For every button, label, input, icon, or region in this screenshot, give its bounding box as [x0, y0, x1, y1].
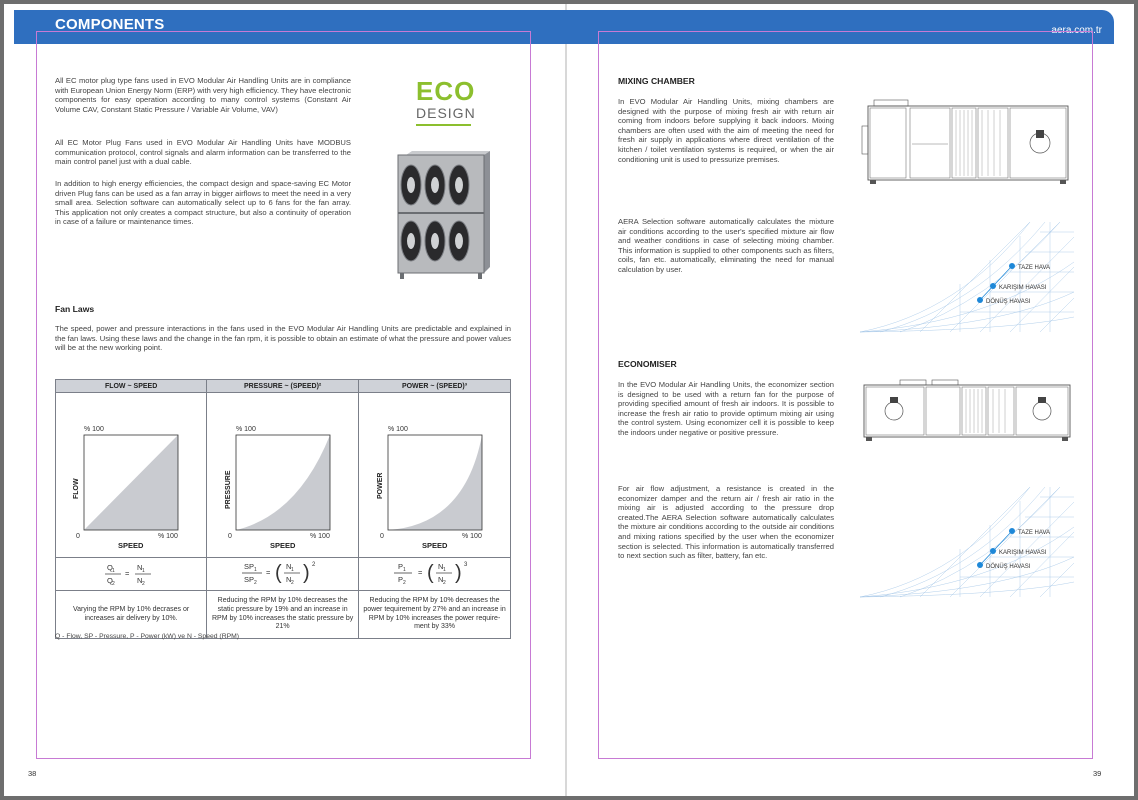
svg-text:): ) [454, 562, 462, 584]
svg-text:P: P [397, 562, 403, 571]
flow-description: Varying the RPM by 10% decrases or increases air delivery by 10%. [56, 591, 207, 639]
col-header-pressure: PRESSURE ~ (SPEED)² [207, 380, 359, 393]
pressure-zero: 0 [227, 533, 232, 540]
pressure-graph [208, 395, 358, 555]
mixing-psychrometric-chart [860, 222, 1074, 334]
svg-text:1: 1 [402, 567, 406, 573]
flow-y-top: % 100 [84, 426, 104, 433]
flow-formula-cell [56, 558, 207, 591]
economiser-psychrometric-chart [860, 487, 1074, 599]
flow-graph-cell [56, 393, 207, 558]
fan-laws-paragraph: The speed, power and pressure interactions in the fans used in the EVO Modular Air Handling Units are predictable and explained in the fan laws. Using these laws and the change in the fan rpm, it is possible to obtain an estimate of what the pressure and power values will be at the new working point. [55, 324, 511, 353]
fan-laws-footnote: Q - Flow, SP - Pressure, P - Power (kW) ve N - Speed (RPM) [55, 633, 240, 640]
eco-logo-underline [416, 124, 471, 126]
power-description: Reducing the RPM by 10% decreases the power tequirement by 27% and an increase in RPM by 10% increases the power require-ment by 33% [359, 591, 511, 639]
svg-text:(: ( [274, 562, 282, 584]
mixing-chamber-heading: MIXING CHAMBER [618, 76, 695, 86]
pressure-description: Reducing the RPM by 10% decreases the static pressure by 19% and an increase in RPM by 10% increases the static pressure by 21% [207, 591, 359, 639]
svg-text:N: N [137, 576, 143, 585]
design-logo-text: DESIGN [416, 105, 476, 121]
svg-text:SP: SP [243, 562, 254, 571]
pressure-graph-cell [207, 393, 359, 558]
pressure-y-top: % 100 [235, 426, 256, 433]
svg-text:N: N [437, 575, 443, 584]
fan-laws-heading: Fan Laws [55, 304, 95, 314]
svg-text:DÖNÜŞ HAVASI: DÖNÜŞ HAVASI [986, 299, 1031, 305]
pressure-x-label: SPEED [269, 541, 296, 550]
page-title: COMPONENTS [55, 16, 165, 33]
svg-text:Q: Q [107, 563, 113, 572]
svg-text:Q: Q [107, 576, 113, 585]
svg-text:2: 2 [442, 580, 446, 586]
svg-text:TAZE HAVA: TAZE HAVA [1018, 265, 1051, 271]
svg-text:1: 1 [112, 568, 115, 574]
mixing-chamber-paragraph: In EVO Modular Air Handling Units, mixing chambers are designed with the purpose of mixing fresh air with return air coming from indoors before supplying it back indoors. Mixing chambers are often used with the aim of meeting the need for fresh air supply in applications where direct ventilation of the kitchen / toilet ventilation systems is required, or when the air conditioning unit is used to pressurize premises. [618, 97, 834, 164]
power-x-right: % 100 [461, 533, 482, 540]
svg-text:(: ( [426, 562, 434, 584]
svg-text:2: 2 [290, 580, 294, 586]
svg-text:=: = [265, 568, 271, 577]
selection-software-paragraph: AERA Selection software automatically calculates the mixture air conditions according to the user's specified mixture air flow and weather conditions in case of selecting mixing chamber. This information is supplied to other components such as filters, coils, fan etc. automatically, eliminating the need for manual calculation by user. [618, 217, 834, 274]
svg-text:N: N [285, 562, 292, 571]
svg-text:N: N [137, 563, 143, 572]
svg-text:N: N [437, 562, 443, 571]
flow-zero: 0 [76, 533, 80, 540]
svg-text:): ) [302, 562, 310, 584]
power-graph-cell [359, 393, 511, 558]
economiser-paragraph: In the EVO Modular Air Handling Units, the economizer section is designed to be used with a return fan for the purpose of providing specified amount of fresh air indoors. It is possible to increase the fresh air ratio to provide optimum mixing air using the control system. Using economizer cell it is possible to keep the indoors under negative or positive pressure. [618, 380, 834, 437]
flow-formula [101, 559, 161, 587]
power-formula-cell [359, 558, 511, 591]
ec-fans-paragraph-2: All EC Motor Plug Fans used in EVO Modular Air Handling Units have MODBUS communication protocol, control signals and alarm information can be transferred to the main control panel just with a dual cable. [55, 138, 351, 167]
svg-text:TAZE HAVA: TAZE HAVA [1018, 530, 1051, 536]
flow-x-right: % 100 [158, 533, 178, 540]
col-header-power: POWER ~ (SPEED)³ [359, 380, 511, 393]
power-zero: 0 [379, 533, 384, 540]
page-gutter [565, 4, 567, 796]
power-formula [390, 558, 480, 588]
svg-text:2: 2 [142, 581, 145, 587]
pressure-formula [238, 558, 328, 588]
fan-array-image [392, 149, 492, 279]
svg-text:DÖNÜŞ HAVASI: DÖNÜŞ HAVASI [986, 564, 1031, 570]
page-number-left: 38 [28, 769, 37, 778]
svg-text:SP: SP [243, 575, 254, 584]
power-y-label: POWER [376, 472, 384, 499]
svg-text:1: 1 [253, 567, 257, 573]
svg-text:=: = [125, 569, 130, 578]
svg-text:2: 2 [253, 580, 257, 586]
mixing-chamber-drawing [860, 96, 1074, 196]
pressure-formula-cell [207, 558, 359, 591]
flow-y-label: FLOW [73, 478, 81, 499]
svg-text:2: 2 [402, 580, 406, 586]
svg-text:=: = [417, 568, 422, 577]
svg-text:KARIŞIM HAVASI: KARIŞIM HAVASI [999, 285, 1047, 291]
page-number-right: 39 [1093, 769, 1102, 778]
col-header-flow: FLOW ~ SPEED [56, 380, 207, 393]
brochure-spread [4, 4, 1134, 796]
svg-text:2: 2 [311, 562, 315, 568]
svg-text:3: 3 [463, 562, 467, 568]
svg-text:N: N [285, 575, 292, 584]
power-x-label: SPEED [421, 541, 447, 550]
ec-fans-paragraph-3: In addition to high energy efficiencies, the compact design and space-saving EC Motor driven Plug fans can be used as a fan array in bigger airflows to meet the need in a very small area. Selection software can automatically select up to 6 fans for the fan array. This application not only creates a compact structure, but also a continuity of operation in case of a failure or maintenance times. [55, 179, 351, 227]
svg-text:KARIŞIM HAVASI: KARIŞIM HAVASI [999, 550, 1047, 556]
svg-text:1: 1 [442, 567, 446, 573]
svg-text:1: 1 [142, 568, 145, 574]
svg-text:P: P [397, 575, 403, 584]
svg-text:2: 2 [112, 581, 115, 587]
economiser-drawing [860, 377, 1074, 455]
pressure-y-label: PRESSURE [224, 470, 232, 509]
airflow-adjustment-paragraph: For air flow adjustment, a resistance is created in the economizer damper and the return air / fresh air ratio in the mixing air is adjusted according to the pressure drop created.The AERA Selection software automatically calculates the mixture air conditions according to the outside air conditions and mixing rations specified by the user when the economizer section is selected. This information is automatically transferred to next section such as filter, battery, fan etc. [618, 484, 834, 561]
flow-graph [56, 395, 206, 555]
power-y-top: % 100 [387, 426, 408, 433]
flow-x-label: SPEED [118, 541, 144, 550]
economiser-heading: ECONOMISER [618, 359, 677, 369]
pressure-x-right: % 100 [309, 533, 330, 540]
power-graph [360, 395, 510, 555]
svg-text:1: 1 [290, 567, 294, 573]
eco-logo-text: ECO [416, 76, 476, 106]
ec-fans-paragraph-1: All EC motor plug type fans used in EVO Modular Air Handling Units are in compliance with European Union Energy Norm (ERP) with very high efficiency. They have electronic components for easy operation according to many control systems (Constant Air Volume CAV, Constant Static Pressure / Variable Air Volume, VAV) [55, 76, 351, 114]
site-url: aera.com.tr [1051, 25, 1102, 36]
fan-laws-table [55, 379, 511, 639]
